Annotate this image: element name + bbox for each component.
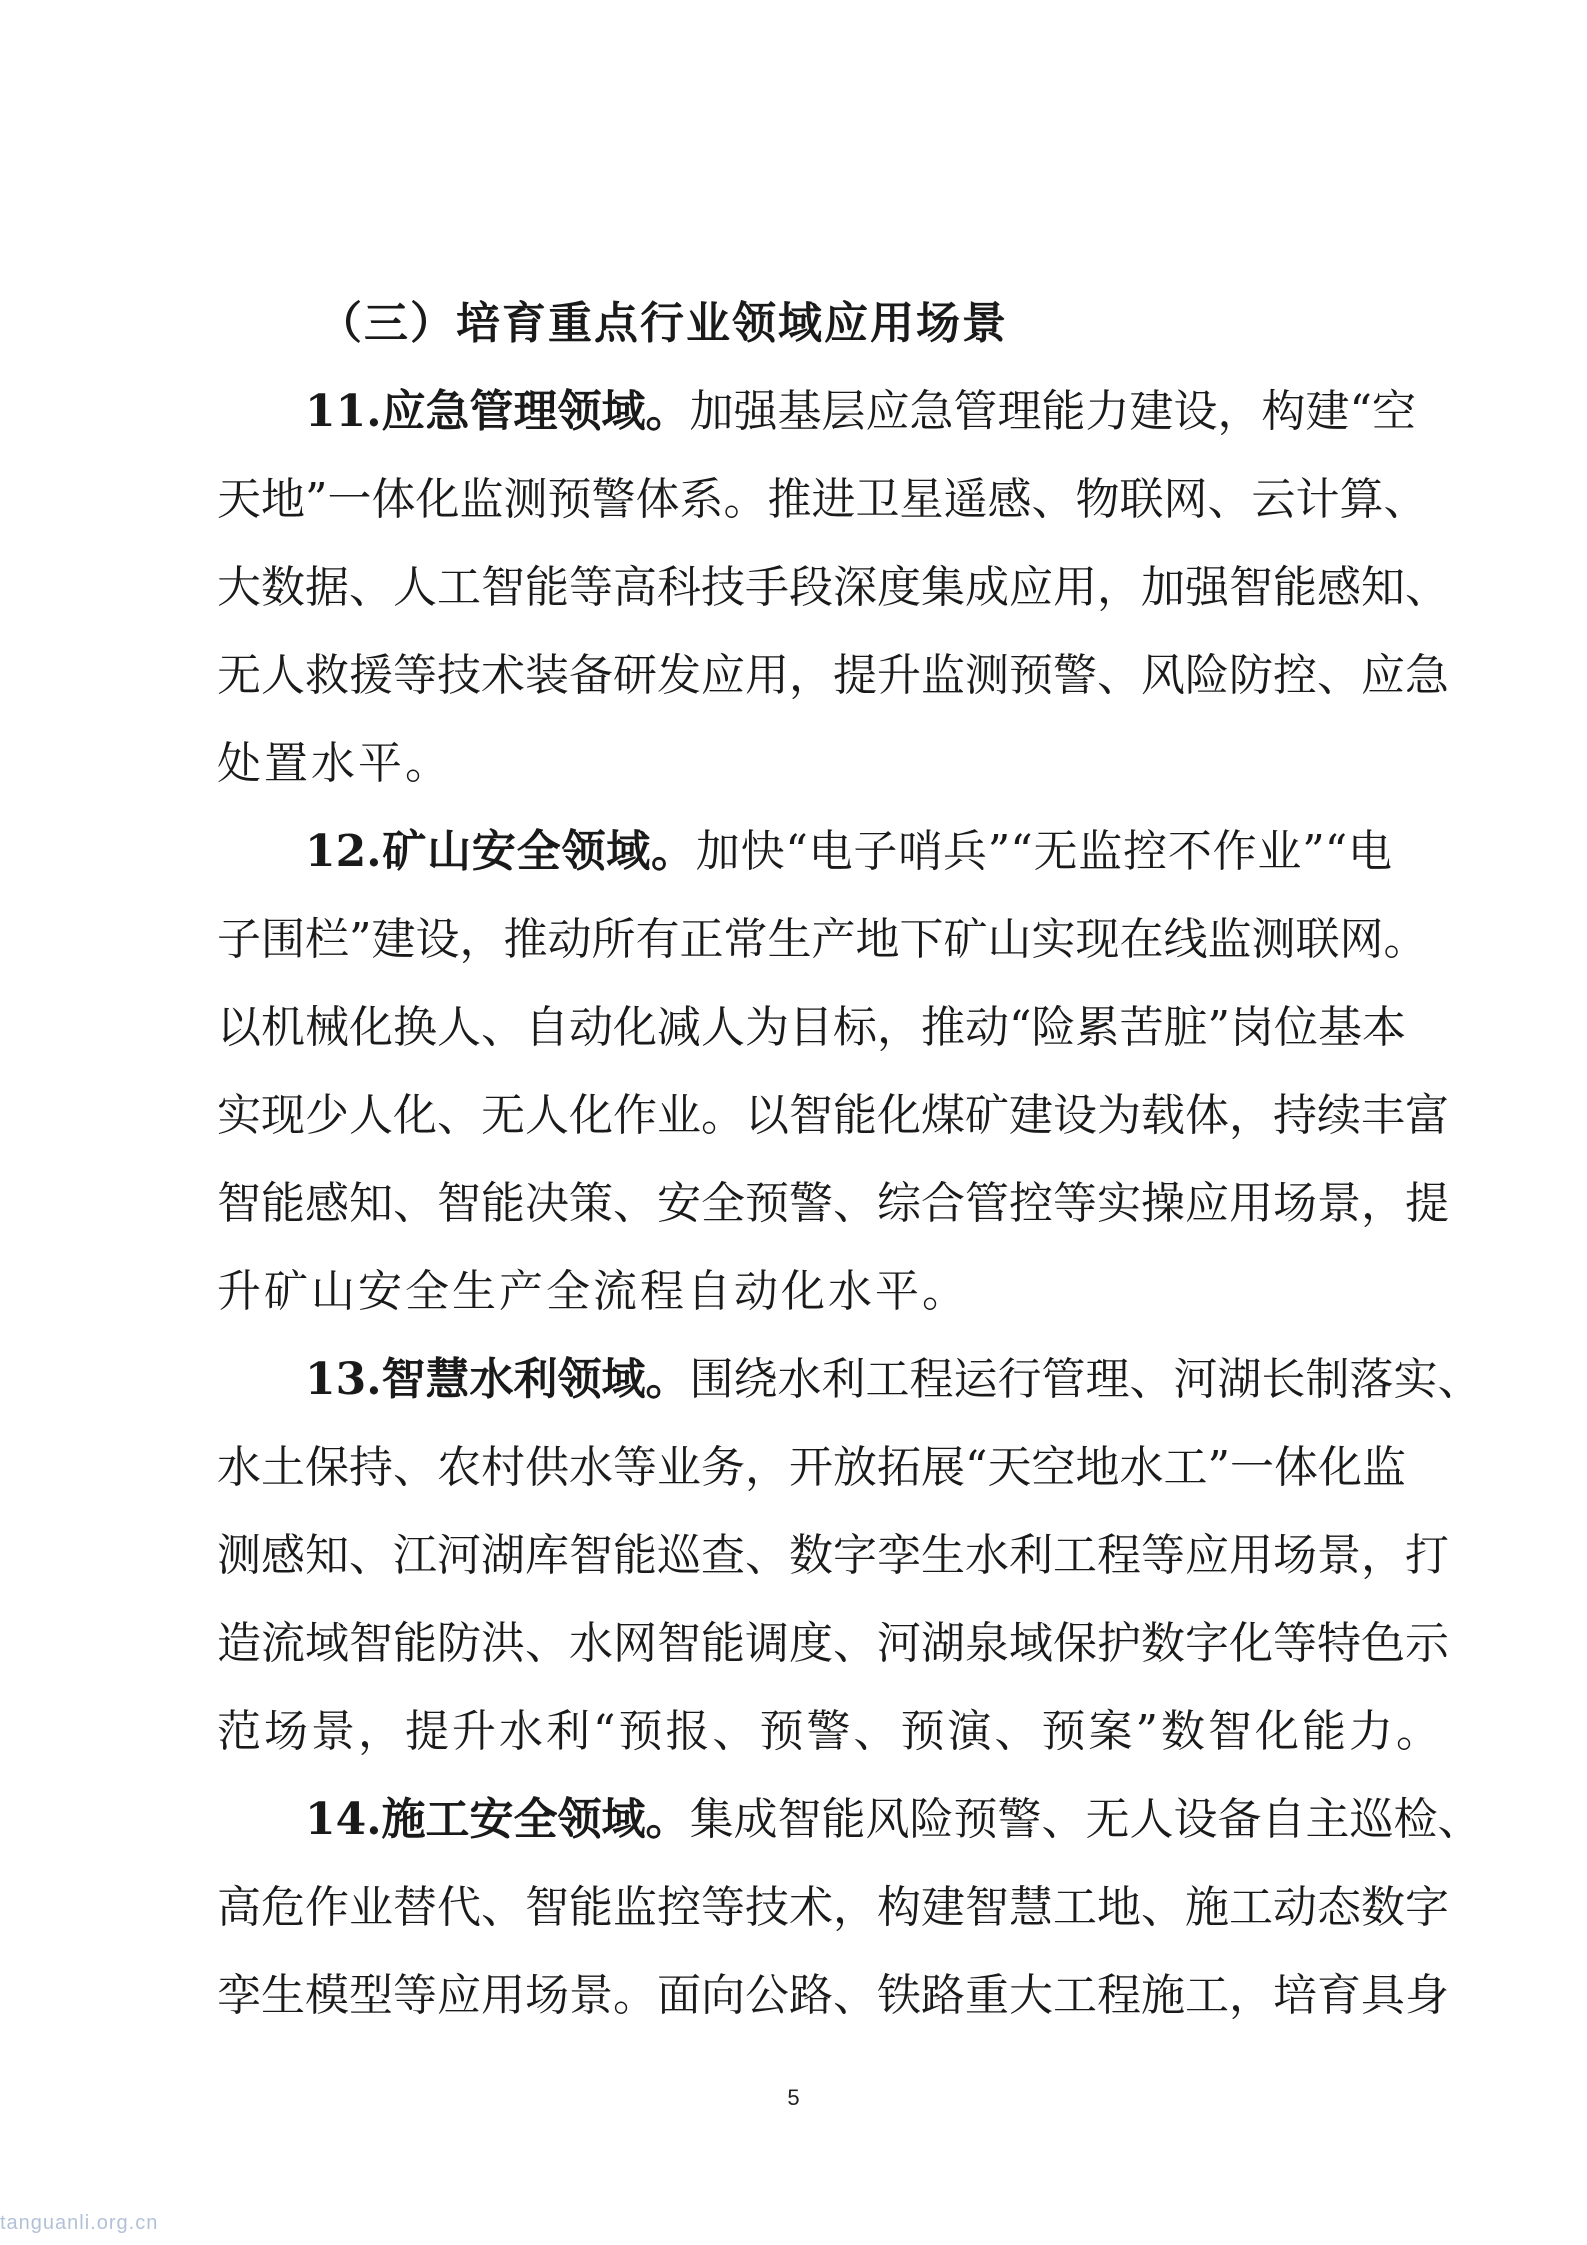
paragraph-lead: 12.矿山安全领域。 xyxy=(305,826,696,877)
paragraph-lead: 11.应急管理领域。 xyxy=(305,386,690,437)
paragraph-line: 智能感知、智能决策、安全预警、综合管控等实操应用场景，提 xyxy=(217,1178,1449,1229)
paragraph-line: 高危作业替代、智能监控等技术，构建智慧工地、施工动态数字 xyxy=(217,1882,1449,1933)
paragraph-line: 水土保持、农村供水等业务，开放拓展“天空地水工”一体化监 xyxy=(217,1442,1406,1493)
paragraph-line: 测感知、江河湖库智能巡查、数字孪生水利工程等应用场景，打 xyxy=(217,1530,1449,1581)
paragraph-line: 子围栏”建设，推动所有正常生产地下矿山实现在线监测联网。 xyxy=(217,914,1428,965)
paragraph-line: 11.应急管理领域。加强基层应急管理能力建设，构建“空 xyxy=(305,386,1417,437)
page-number: 5 xyxy=(787,2085,800,2110)
paragraph-line: 孪生模型等应用场景。面向公路、铁路重大工程施工，培育具身 xyxy=(217,1970,1449,2021)
paragraph-line: 无人救援等技术装备研发应用，提升监测预警、风险防控、应急 xyxy=(217,650,1449,701)
paragraph-line: 14.施工安全领域。集成智能风险预警、无人设备自主巡检、 xyxy=(305,1794,1482,1845)
paragraph-lead: 14.施工安全领域。 xyxy=(305,1794,690,1845)
paragraph-line: 实现少人化、无人化作业。以智能化煤矿建设为载体，持续丰富 xyxy=(217,1090,1449,1141)
paragraph-lead: 13.智慧水利领域。 xyxy=(305,1354,690,1405)
paragraph-line: 范场景，提升水利“预报、预警、预演、预案”数智化能力。 xyxy=(217,1706,1443,1757)
paragraph-line: 造流域智能防洪、水网智能调度、河湖泉域保护数字化等特色示 xyxy=(217,1618,1449,1669)
paragraph-line: 处置水平。 xyxy=(217,738,452,789)
section-heading: （三）培育重点行业领域应用场景 xyxy=(318,298,1008,349)
paragraph-line: 以机械化换人、自动化减人为目标，推动“险累苦脏”岗位基本 xyxy=(217,1002,1406,1053)
paragraph-line: 升矿山安全生产全流程自动化水平。 xyxy=(217,1266,969,1317)
paragraph-line: 12.矿山安全领域。加快“电子哨兵”“无监控不作业”“电 xyxy=(305,826,1392,877)
paragraph-line: 大数据、人工智能等高科技手段深度集成应用，加强智能感知、 xyxy=(217,562,1449,613)
watermark: tanguanli.org.cn xyxy=(0,2212,159,2234)
paragraph-line: 天地”一体化监测预警体系。推进卫星遥感、物联网、云计算、 xyxy=(217,474,1428,525)
paragraph-line: 13.智慧水利领域。围绕水利工程运行管理、河湖长制落实、 xyxy=(305,1354,1482,1405)
